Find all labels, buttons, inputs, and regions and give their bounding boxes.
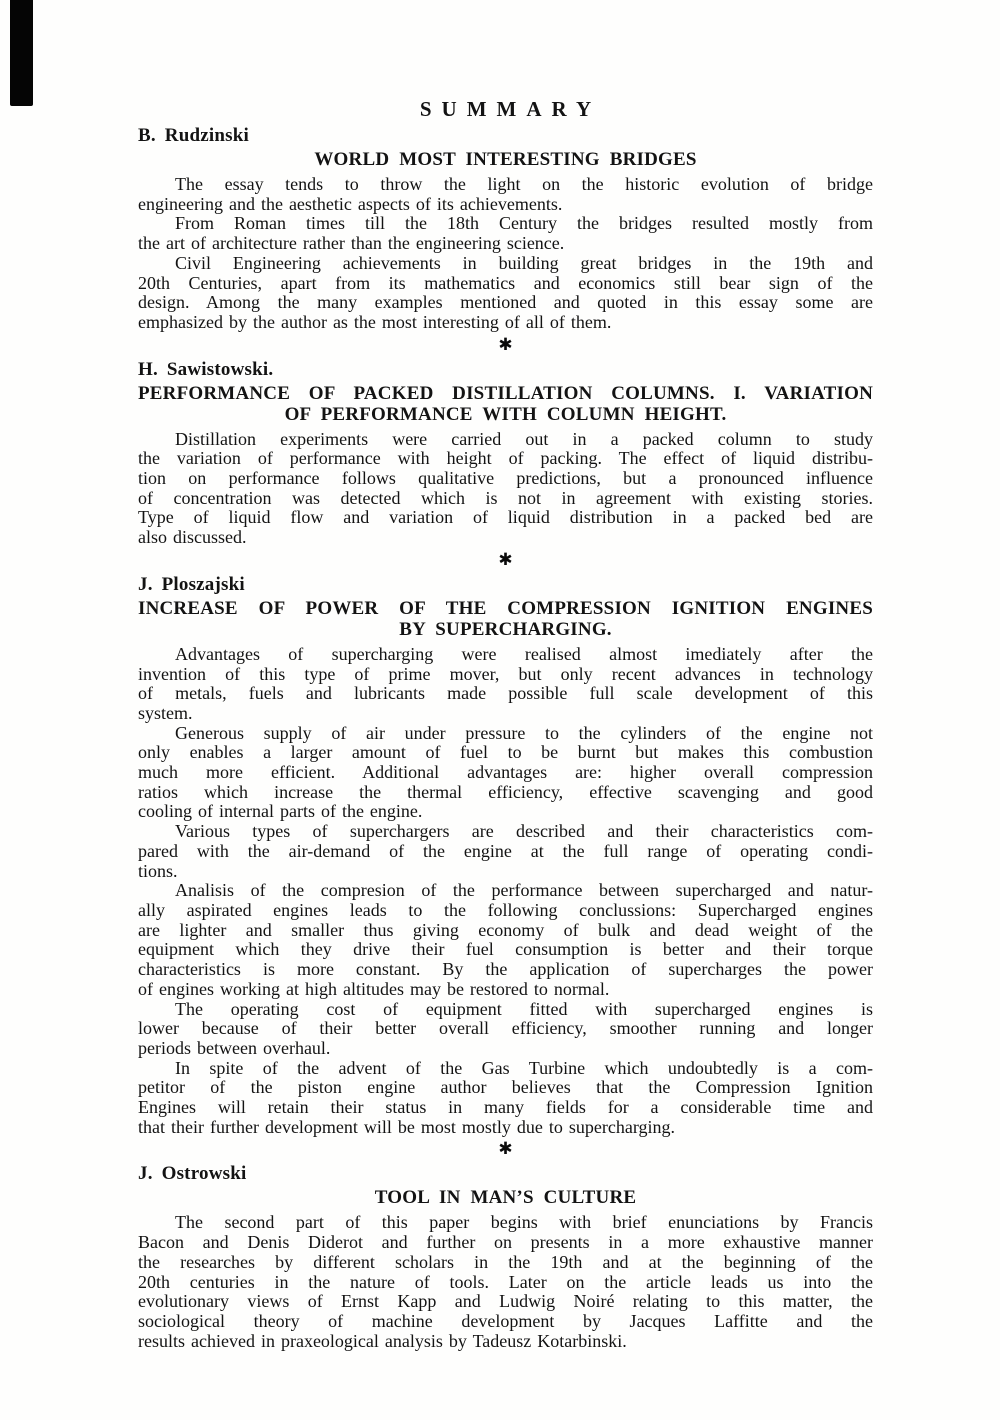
article-title-line: BY SUPERCHARGING.	[399, 618, 612, 640]
text-line: much more efficient. Additional advantages are: higher overall compression	[138, 762, 873, 783]
text-line: tion on performance follows qualitative predictions, but a pronounced influence	[138, 468, 873, 489]
text-line: Advantages of supercharging were realised almost imediately after the	[175, 643, 873, 664]
text-line: In spite of the advent of the Gas Turbine which undoubtedly is a com-	[175, 1057, 873, 1078]
text-line: Distillation experiments were carried out in a packed column to study	[175, 428, 873, 449]
paragraph	[138, 175, 873, 214]
text-line: the researches by different scholars in the 19th and at the beginning of the	[138, 1251, 873, 1272]
text-line: lower because of their better overall efficiency, smoother running and longer	[138, 1018, 873, 1039]
text-line: evolutionary views of Ernst Kapp and Ludwig Noiré relating to this matter, the	[138, 1291, 873, 1312]
text-line: characteristics is more constant. By the application of supercharges the power	[138, 959, 873, 980]
paragraph	[138, 254, 873, 333]
author-name: J. Ploszajski	[138, 573, 245, 595]
text-line: 20th centuries in the nature of tools. Later on the article leads us into the	[138, 1271, 873, 1292]
asterisk-separator-icon: ✱	[498, 1139, 513, 1160]
author-name: B. Rudzinski	[138, 125, 249, 146]
sections	[138, 124, 873, 1351]
text-block	[138, 97, 873, 1351]
text-line: Type of liquid flow and variation of liquid distribution in a packed bed are	[138, 507, 873, 528]
text-line: only enables a larger amount of fuel to be burnt but makes this combustion	[138, 742, 873, 763]
text-line: cooling of internal parts of the engine.	[138, 801, 423, 822]
text-line: of engines working at high altitudes may be restored to normal.	[138, 978, 610, 999]
text-line: Engines will retain their status in many fields for a considerable time and	[138, 1097, 873, 1118]
article-title-line: OF PERFORMANCE WITH COLUMN HEIGHT.	[284, 403, 727, 425]
text-line: 20th Centuries, apart from its mathematics and economics still bear sign of the	[138, 272, 873, 293]
text-line: periods between overhaul.	[138, 1037, 331, 1058]
text-line: Generous supply of air under pressure to the cylinders of the engine not	[175, 722, 873, 743]
text-line: also discussed.	[138, 527, 247, 548]
article-summary	[138, 1162, 873, 1351]
text-line: ratios which increase the thermal efficiency, effective scavenging and good	[138, 781, 873, 802]
text-line: Bacon and Denis Diderot and further on presents in a more exhaustive manner	[138, 1232, 873, 1253]
article-summary	[138, 358, 873, 570]
text-line: design. Among the many examples mentioned and quoted in this essay some are	[138, 292, 873, 313]
author-name: J. Ostrowski	[138, 1163, 247, 1185]
text-line: equipment which they drive their fuel consumption is better and their torque	[138, 939, 873, 960]
article-title-line: INCREASE OF POWER OF THE COMPRESSION IGNITION ENGINES	[138, 597, 873, 619]
text-line: From Roman times till the 18th Century the bridges resulted mostly from	[175, 213, 873, 234]
article-title	[138, 1187, 873, 1208]
text-line: results achieved in praxeological analysis by Tadeusz Kotarbinski.	[138, 1330, 627, 1351]
paragraph	[138, 1000, 873, 1059]
article-title-line: WORLD MOST INTERESTING BRIDGES	[314, 149, 697, 170]
paragraph	[138, 1213, 873, 1351]
text-line: tions.	[138, 860, 178, 881]
article-title	[138, 149, 873, 170]
text-line: Analisis of the compresion of the performance between supercharged and natur-	[175, 880, 873, 901]
text-line: The second part of this paper begins with brief enunciations by Francis	[175, 1212, 873, 1233]
text-line: that their further development will be most mostly due to supercharging.	[138, 1116, 676, 1137]
article-title	[138, 383, 873, 425]
text-line: Civil Engineering achievements in building great bridges in the 19th and	[175, 252, 873, 273]
text-line: engineering and the aesthetic aspects of its achievements.	[138, 193, 563, 214]
text-line: the art of architecture rather than the engineering science.	[138, 233, 565, 254]
article-title	[138, 598, 873, 640]
paragraph	[138, 881, 873, 999]
paragraph	[138, 724, 873, 823]
article-summary	[138, 573, 873, 1160]
paragraph	[138, 645, 873, 724]
text-line: sociological theory of machine development by Jacques Laffitte and the	[138, 1310, 873, 1331]
text-line: invention of this type of prime mover, but only recent advances in technology	[138, 663, 873, 684]
text-line: of concentration was detected which is not in agreement with existing stories.	[138, 487, 873, 508]
text-line: petitor of the piston engine author believes that the Compression Ignition	[138, 1077, 873, 1098]
text-line: Various types of superchargers are described and their characteristics com-	[175, 821, 873, 842]
asterisk-separator-icon: ✱	[498, 549, 513, 570]
text-line: ally aspirated engines leads to the following conclussions: Supercharged engines	[138, 899, 873, 920]
article-title-line: PERFORMANCE OF PACKED DISTILLATION COLUMNS. I. VARIATION	[138, 382, 873, 404]
text-line: the variation of performance with height of packing. The effect of liquid distribu-	[138, 448, 873, 469]
scan-edge-mark	[10, 0, 33, 106]
text-line: pared with the air-demand of the engine at the full range of operating condi-	[138, 840, 873, 861]
paragraph	[138, 1059, 873, 1138]
paragraph	[138, 822, 873, 881]
page-title: SUMMARY	[419, 97, 602, 121]
article-summary	[138, 124, 873, 355]
text-line: The operating cost of equipment fitted with supercharged engines is	[175, 998, 873, 1019]
text-line: emphasized by the author as the most interesting of all of them.	[138, 311, 612, 332]
asterisk-separator-icon: ✱	[498, 334, 513, 355]
text-line: of metals, fuels and lubricants made possible full scale development of this	[138, 683, 873, 704]
paragraph	[138, 214, 873, 253]
article-title-line: TOOL IN MAN’S CULTURE	[374, 1187, 637, 1209]
author-name: H. Sawistowski.	[138, 358, 274, 380]
text-line: are lighter and smaller thus giving economy of bulk and dead weight of the	[138, 919, 873, 940]
text-line: system.	[138, 702, 193, 723]
text-line: The essay tends to throw the light on the historic evolution of bridge	[175, 174, 873, 194]
paragraph	[138, 430, 873, 548]
